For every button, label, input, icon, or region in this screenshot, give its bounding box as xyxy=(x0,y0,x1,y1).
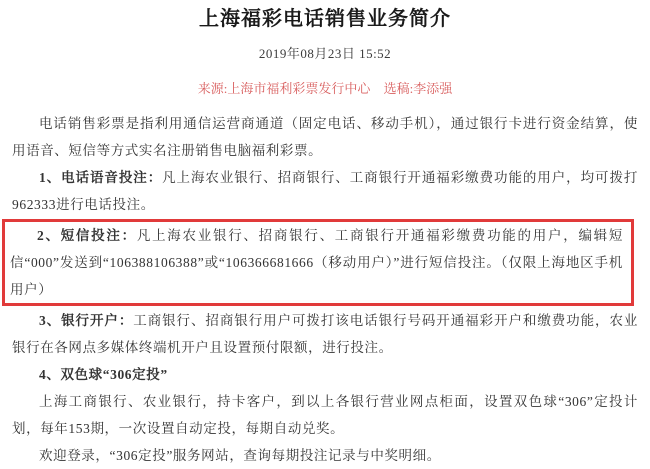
highlight-box xyxy=(2,219,634,306)
point-4-heading: 4、双色球“306定投” xyxy=(39,367,168,382)
source-line xyxy=(0,81,650,96)
page-title: 上海福彩电话销售业务简介 xyxy=(199,8,451,30)
point-2-text: 凡上海农业银行、招商银行、工商银行开通福彩缴费功能的用户，编辑短信“000”发送到“106388106388”或“106366681666（移动用户）”进行短信投注。（仅限上海地区手机用户） xyxy=(10,228,623,297)
article-body xyxy=(12,110,638,469)
publish-date: 2019年08月23日 15:52 xyxy=(258,46,392,61)
paragraph-306-plan: 上海工商银行、农业银行，持卡客户，到以上各银行营业网点柜面，设置双色球“306”定投计划，每年153期，一次设置自动定投，每期自动兑奖。 xyxy=(12,394,638,436)
source-label: 来源:上海市福利彩票发行中心 xyxy=(197,81,371,96)
paragraph-login: 欢迎登录，“306定投”服务网站，查询每期投注记录与中奖明细。 xyxy=(39,448,441,463)
point-1-text: 凡上海农业银行、招商银行、工商银行开通福彩缴费功能的用户，均可拨打962333进行电话投注。 xyxy=(12,170,638,212)
point-3-paragraph xyxy=(12,307,638,361)
article-page xyxy=(0,6,650,463)
intro-paragraph: 电话销售彩票是指利用通信运营商通道（固定电话、移动手机），通过银行卡进行资金结算，使用语音、短信等方式实名注册销售电脑福利彩票。 xyxy=(12,116,638,158)
editor-label: 选稿:李添强 xyxy=(383,81,453,96)
point-2-paragraph xyxy=(10,222,623,303)
point-3-label: 3、银行开户： xyxy=(39,313,134,328)
point-1-paragraph xyxy=(12,164,638,218)
point-1-label: 1、电话语音投注： xyxy=(39,170,163,185)
point-2-label: 2、短信投注： xyxy=(37,228,137,243)
point-3-text: 工商银行、招商银行用户可拨打该电话银行号码开通福彩开户和缴费功能，农业银行在各网点多媒体终端机开户且设置预付限额，进行投注。 xyxy=(12,313,638,355)
